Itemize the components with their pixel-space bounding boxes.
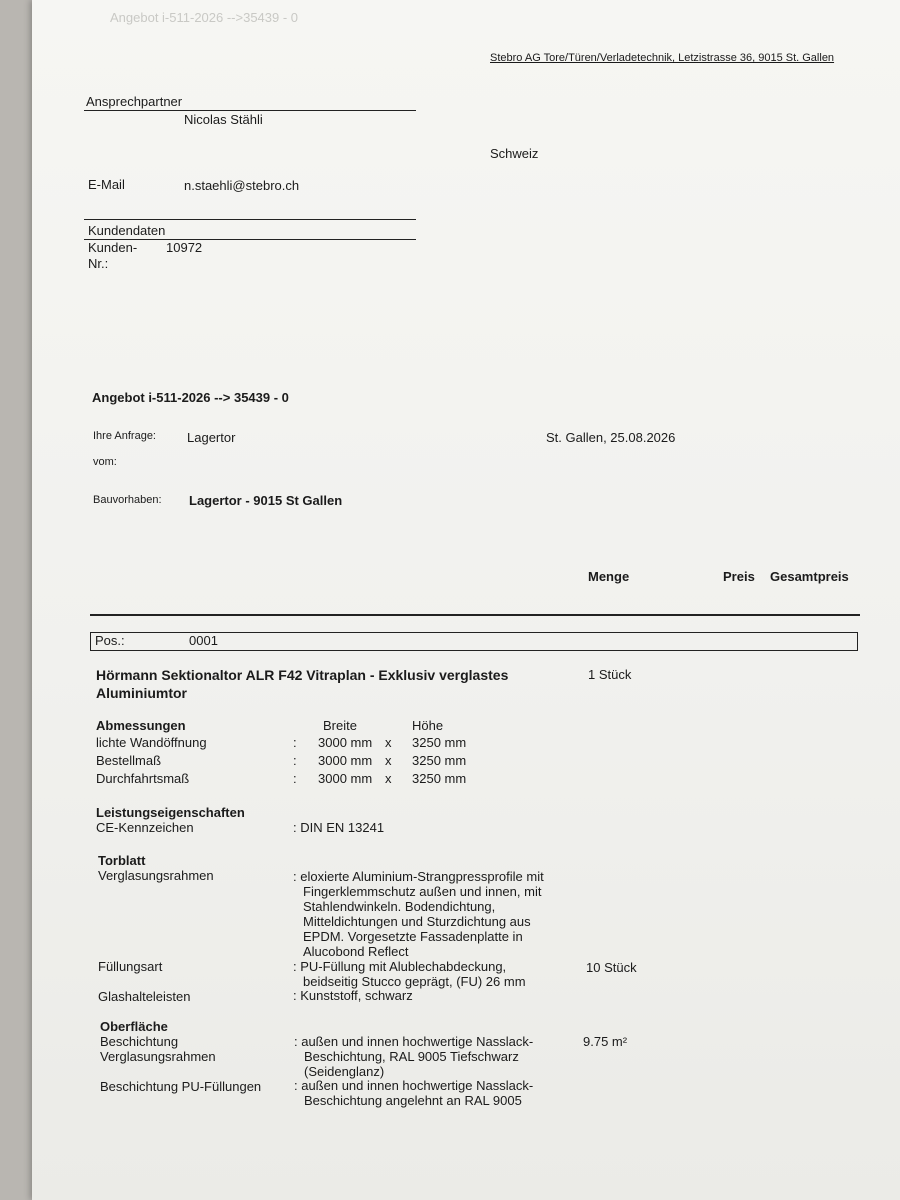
ce-label: CE-Kennzeichen bbox=[96, 820, 194, 835]
contact-name: Nicolas Stähli bbox=[184, 112, 263, 127]
email-label: E-Mail bbox=[88, 177, 125, 192]
glazing-description bbox=[293, 869, 593, 959]
product-title-line1: Hörmann Sektionaltor ALR F42 Vitraplan - Exklusiv verglastes bbox=[96, 667, 509, 683]
dimension-times: x bbox=[385, 753, 392, 768]
inquiry-value: Lagertor bbox=[187, 430, 236, 445]
customer-number: 10972 bbox=[166, 240, 203, 255]
door-leaf-header: Torblatt bbox=[98, 853, 146, 868]
coating-frame-qty: 9.75 m² bbox=[583, 1034, 628, 1049]
position-number: 0001 bbox=[189, 633, 218, 648]
glazing-line: : eloxierte Aluminium-Strangpressprofile mit bbox=[293, 869, 544, 884]
height-header: Höhe bbox=[412, 718, 444, 733]
performance-header: Leistungseigenschaften bbox=[96, 805, 245, 820]
glazing-line: Mitteldichtungen und Sturzdichtung aus bbox=[303, 914, 531, 929]
glazing-label: Verglasungsrahmen bbox=[98, 868, 214, 883]
inquiry-label: Ihre Anfrage: bbox=[93, 430, 156, 442]
dimension-width: 3000 mm bbox=[318, 771, 373, 786]
coating-line: : außen und innen hochwertige Nasslack- bbox=[294, 1034, 534, 1049]
dimension-separator: : bbox=[293, 735, 297, 750]
filling-line: : PU-Füllung mit Alublechabdeckung, bbox=[293, 959, 507, 974]
column-price: Preis bbox=[723, 569, 755, 584]
coating-line: (Seidenglanz) bbox=[304, 1064, 385, 1079]
dimension-height: 3250 mm bbox=[412, 735, 467, 750]
email-value[interactable]: n.staehli@stebro.ch bbox=[184, 178, 300, 193]
project-label: Bauvorhaben: bbox=[93, 494, 162, 506]
glazing-bead-value: : Kunststoff, schwarz bbox=[293, 988, 413, 1003]
filling-description bbox=[293, 959, 593, 989]
dimension-separator: : bbox=[293, 771, 297, 786]
company-address: Stebro AG Tore/Türen/Verladetechnik, Letzistrasse 36, 9015 St. Gallen bbox=[490, 52, 835, 64]
dimension-label: Durchfahrtsmaß bbox=[96, 771, 190, 786]
customer-header: Kundendaten bbox=[88, 223, 166, 238]
glazing-line: Fingerklemmschutz außen und innen, mit bbox=[303, 884, 542, 899]
customer-number-label-2: Nr.: bbox=[88, 256, 109, 271]
faint-header-text: Angebot i-511-2026 -->35439 - 0 bbox=[110, 10, 299, 25]
coating-frame-label: Beschichtung bbox=[100, 1034, 179, 1049]
contact-country: Schweiz bbox=[490, 146, 539, 161]
filling-qty: 10 Stück bbox=[586, 960, 637, 975]
customer-top-rule bbox=[84, 219, 416, 220]
coating-line: Beschichtung angelehnt an RAL 9005 bbox=[304, 1093, 522, 1108]
width-header: Breite bbox=[323, 718, 357, 733]
coating-line: Beschichtung, RAL 9005 Tiefschwarz bbox=[304, 1049, 519, 1064]
from-label: vom: bbox=[93, 456, 117, 468]
contact-header-rule bbox=[84, 110, 416, 111]
filling-label: Füllungsart bbox=[98, 959, 163, 974]
position-label: Pos.: bbox=[95, 633, 125, 648]
coating-frame-label-2: Verglasungsrahmen bbox=[100, 1049, 216, 1064]
coating-pu-description bbox=[294, 1078, 594, 1108]
dimension-times: x bbox=[385, 735, 392, 750]
dimension-height: 3250 mm bbox=[412, 753, 467, 768]
column-total: Gesamtpreis bbox=[770, 569, 849, 584]
filling-line: beidseitig Stucco geprägt, (FU) 26 mm bbox=[303, 974, 526, 989]
surface-header: Oberfläche bbox=[100, 1019, 168, 1034]
dimension-label: Bestellmaß bbox=[96, 753, 162, 768]
glazing-line: Alucobond Reflect bbox=[303, 944, 409, 959]
dimension-label: lichte Wandöffnung bbox=[96, 735, 207, 750]
ce-value: : DIN EN 13241 bbox=[293, 820, 385, 835]
place-date: St. Gallen, 25.08.2026 bbox=[546, 430, 676, 445]
product-title-line2: Aluminiumtor bbox=[96, 685, 187, 701]
customer-number-label: Kunden- bbox=[88, 240, 138, 255]
project-value: Lagertor - 9015 St Gallen bbox=[189, 493, 343, 508]
dimension-width: 3000 mm bbox=[318, 753, 373, 768]
coating-frame-description bbox=[294, 1034, 594, 1079]
coating-pu-label: Beschichtung PU-Füllungen bbox=[100, 1079, 262, 1094]
document-page bbox=[32, 0, 900, 1200]
coating-line: : außen und innen hochwertige Nasslack- bbox=[294, 1078, 534, 1093]
contact-header: Ansprechpartner bbox=[86, 94, 183, 109]
dimension-height: 3250 mm bbox=[412, 771, 467, 786]
product-qty: 1 Stück bbox=[588, 667, 632, 682]
glazing-line: Stahlendwinkeln. Bodendichtung, bbox=[303, 899, 496, 914]
glazing-bead-label: Glashalteleisten bbox=[98, 989, 191, 1004]
dimension-separator: : bbox=[293, 753, 297, 768]
dimensions-header: Abmessungen bbox=[96, 718, 186, 733]
dimension-width: 3000 mm bbox=[318, 735, 373, 750]
dimension-times: x bbox=[385, 771, 392, 786]
column-rule bbox=[90, 614, 860, 616]
offer-title: Angebot i-511-2026 --> 35439 - 0 bbox=[92, 390, 289, 405]
column-qty: Menge bbox=[588, 569, 630, 584]
glazing-line: EPDM. Vorgesetzte Fassadenplatte in bbox=[303, 929, 523, 944]
